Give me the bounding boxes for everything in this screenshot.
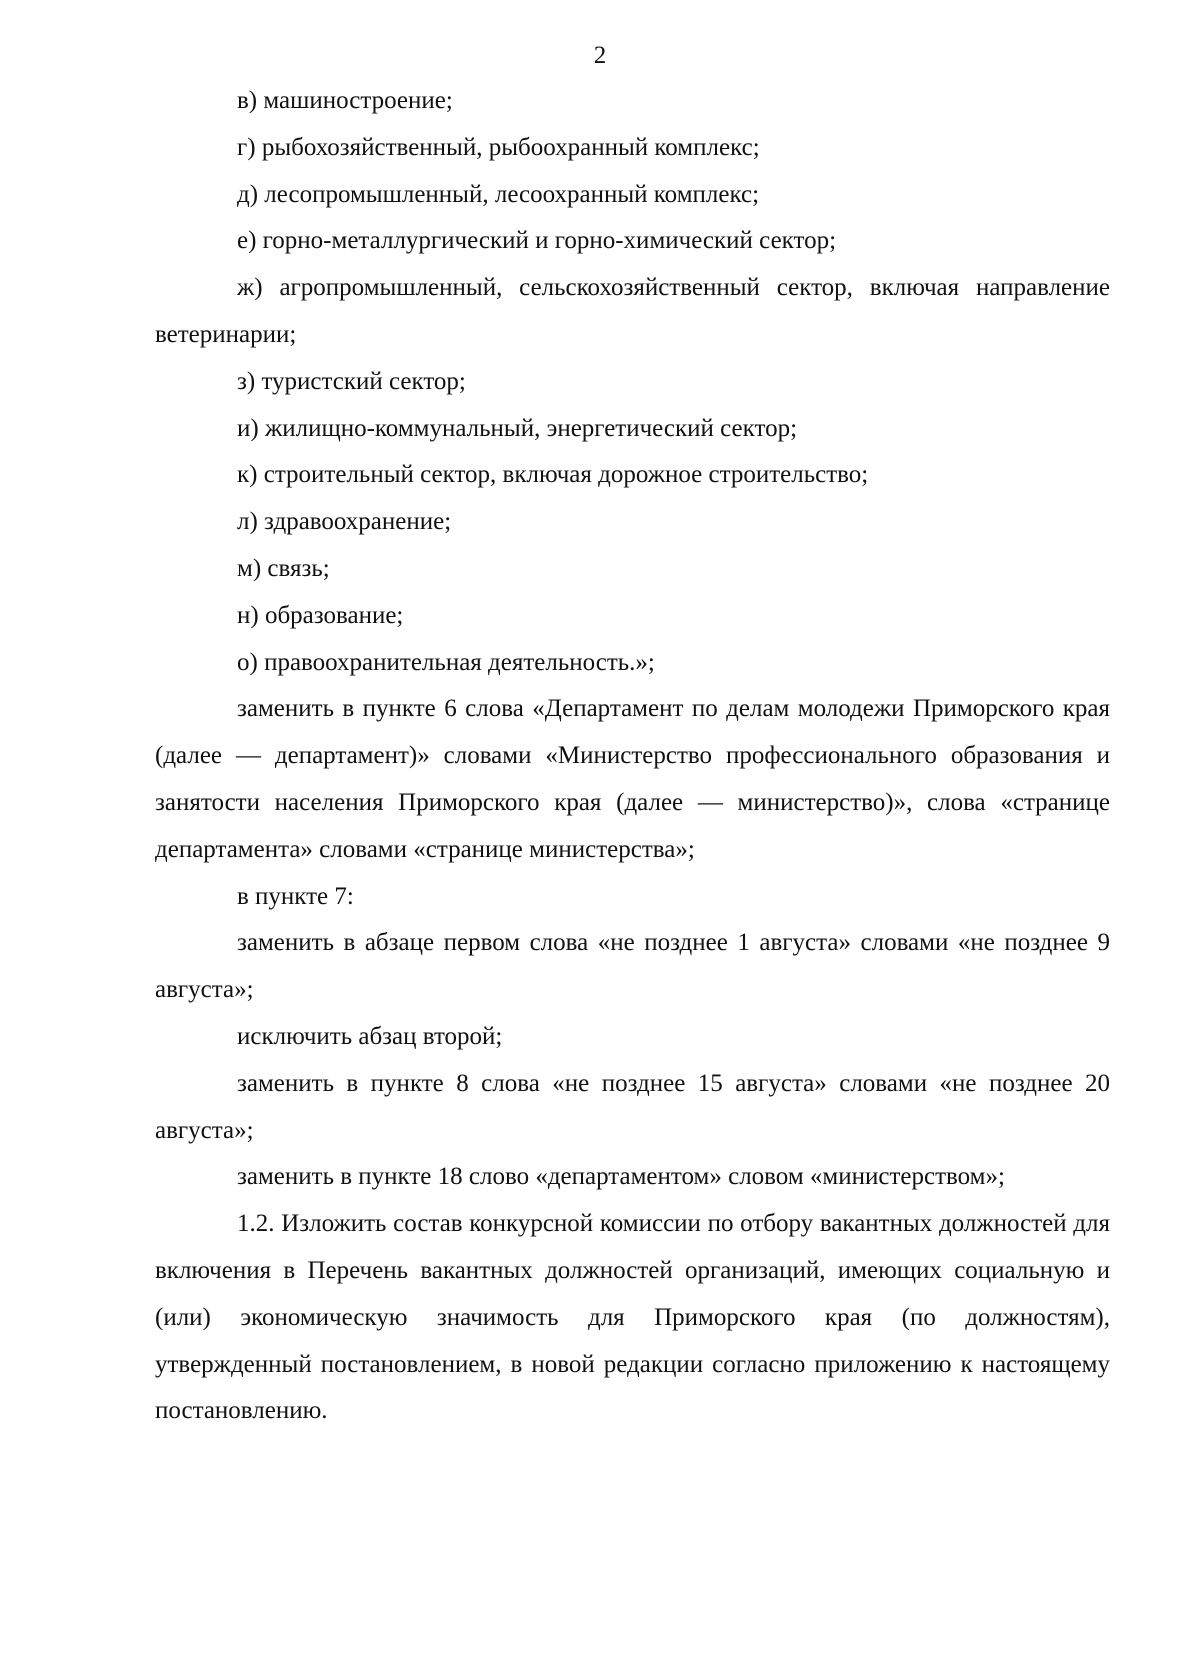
list-item-z: з) туристский сектор; — [237, 367, 466, 395]
amendment-paragraph-7-second: исключить абзац второй; — [237, 1022, 503, 1050]
section-1-2: 1.2. Изложить состав конкурсной комиссии по отбору вакантных должностей для включения в Перечень вакантных должностей организаций, имеющих социальную и (или) экономическую значимость для Приморского края (по должностям), утвержденный постановлением, в новой редакции согласно приложению к настоящему постановлению. — [155, 1210, 1110, 1425]
list-item-o: о) правоохранительная деятельность.»; — [237, 648, 655, 676]
amendment-paragraph-6: заменить в пункте 6 слова «Департамент по делам молодежи Приморского края (далее — департамент)» словами «Министерство профессионального образования и занятости населения Приморского края (далее — министерство)», слова «странице департамента» словами «странице министерства»; — [155, 695, 1110, 863]
list-item-d: д) лесопромышленный, лесоохранный комплекс; — [237, 180, 760, 208]
list-item-i: и) жилищно-коммунальный, энергетический сектор; — [237, 414, 798, 442]
list-item-e: е) горно-металлургический и горно-химический сектор; — [237, 227, 837, 255]
list-item-g: г) рыбохозяйственный, рыбоохранный комплекс; — [237, 133, 760, 161]
list-item-v: в) машиностроение; — [237, 87, 453, 114]
list-item-zh: ж) агропромышленный, сельскохозяйственный сектор, включая направление ветеринарии; — [155, 274, 1110, 348]
amendment-paragraph-7-first: заменить в абзаце первом слова «не позднее 1 августа» словами «не позднее 9 августа»; — [155, 929, 1110, 1004]
list-item-n: н) образование; — [237, 601, 404, 629]
amendment-paragraph-18: заменить в пункте 18 слово «департаментом» словом «министерством»; — [237, 1163, 1005, 1191]
list-item-l: л) здравоохранение; — [237, 508, 452, 536]
amendment-paragraph-8: заменить в пункте 8 слова «не позднее 15 августа» словами «не позднее 20 августа»; — [155, 1069, 1110, 1144]
document-body — [155, 78, 1110, 1435]
list-item-m: м) связь; — [237, 554, 330, 582]
page-number: 2 — [593, 42, 607, 69]
list-item-k: к) строительный сектор, включая дорожное строительство; — [237, 461, 869, 489]
amendment-paragraph-7-heading: в пункте 7: — [237, 882, 354, 910]
